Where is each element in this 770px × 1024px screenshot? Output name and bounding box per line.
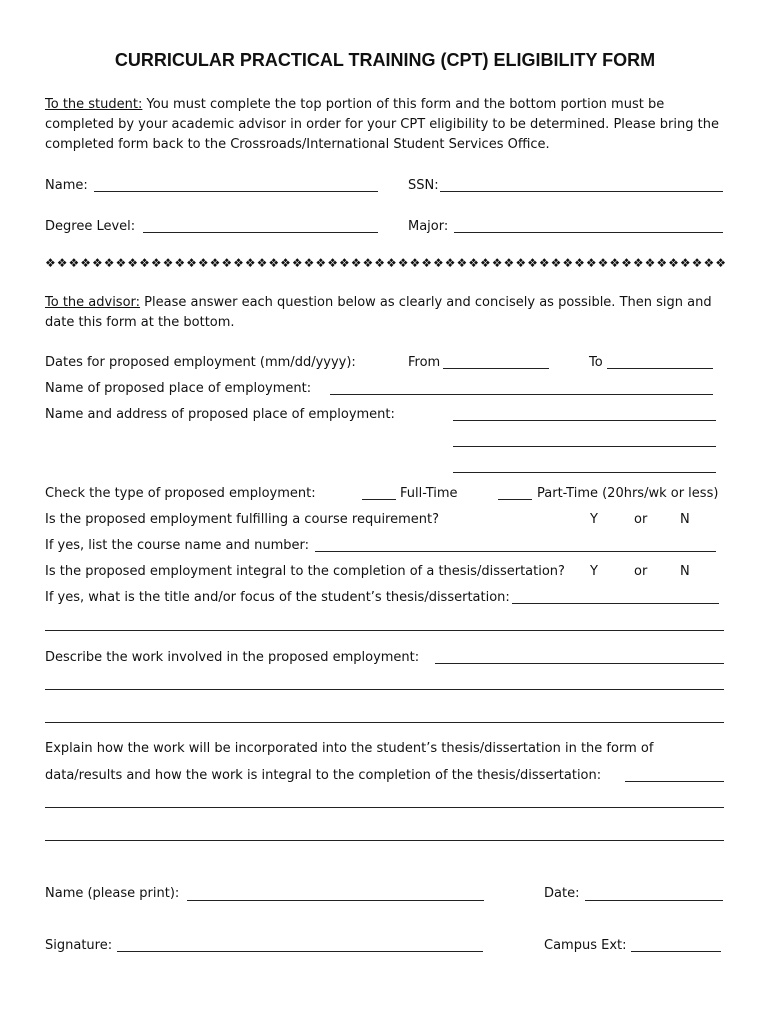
form-title: CURRICULAR PRACTICAL TRAINING (CPT) ELIGIBILITY FORM <box>114 50 656 70</box>
describe-work-label: Describe the work involved in the proposed employment: <box>45 650 420 665</box>
place-label: Name of proposed place of employment: <box>45 381 312 396</box>
name-label: Name: <box>45 178 88 193</box>
explain-label-line-1: Explain how the work will be incorporated into the student’s thesis/dissertation in the form of <box>45 741 654 756</box>
describe-work-field-3[interactable] <box>45 722 724 723</box>
to-date-field[interactable] <box>607 368 713 369</box>
address-field-2[interactable] <box>453 446 716 447</box>
thesis-title-field[interactable] <box>512 603 719 604</box>
student-instructions <box>45 95 725 155</box>
to-label: To <box>589 355 603 370</box>
print-name-field[interactable] <box>187 900 484 901</box>
ssn-field[interactable] <box>440 191 723 192</box>
print-name-label: Name (please print): <box>45 886 180 901</box>
fulltime-label: Full-Time <box>400 486 458 501</box>
course-name-field[interactable] <box>315 551 716 552</box>
explain-field[interactable] <box>625 781 724 782</box>
date-field[interactable] <box>585 900 723 901</box>
degree-level-label: Degree Level: <box>45 219 136 234</box>
name-field[interactable] <box>94 191 378 192</box>
course-req-yes-option[interactable]: Y <box>590 512 598 527</box>
parttime-label: Part-Time (20hrs/wk or less) <box>537 486 719 501</box>
campus-ext-label: Campus Ext: <box>544 938 627 953</box>
signature-label: Signature: <box>45 938 113 953</box>
major-label: Major: <box>408 219 449 234</box>
parttime-checkbox[interactable] <box>498 499 532 500</box>
thesis-yes-option[interactable]: Y <box>590 564 598 579</box>
thesis-title-label: If yes, what is the title and/or focus of the student’s thesis/dissertation: <box>45 590 510 605</box>
fulltime-checkbox[interactable] <box>362 499 396 500</box>
describe-work-field-2[interactable] <box>45 689 724 690</box>
advisor-heading: To the advisor: <box>45 295 141 310</box>
thesis-or: or <box>634 564 648 579</box>
course-req-or: or <box>634 512 648 527</box>
address-field-1[interactable] <box>453 420 716 421</box>
diamond-divider: ❖❖❖❖❖❖❖❖❖❖❖❖❖❖❖❖❖❖❖❖❖❖❖❖❖❖❖❖❖❖❖❖❖❖❖❖❖❖❖❖❖❖❖❖❖❖❖❖❖❖❖❖❖❖❖❖❖❖ <box>45 256 727 270</box>
dates-label: Dates for proposed employment (mm/dd/yyyy): <box>45 355 356 370</box>
date-label: Date: <box>544 886 580 901</box>
campus-ext-field[interactable] <box>631 951 721 952</box>
advisor-text: Please answer each question below as clearly and concisely as possible. Then sign and date this form at the bottom. <box>45 295 712 330</box>
thesis-no-option[interactable]: N <box>680 564 690 579</box>
thesis-title-field-2[interactable] <box>45 630 724 631</box>
explain-field-2[interactable] <box>45 807 724 808</box>
major-field[interactable] <box>454 232 723 233</box>
from-label: From <box>408 355 441 370</box>
ssn-label: SSN: <box>408 178 439 193</box>
address-field-3[interactable] <box>453 472 716 473</box>
student-text: You must complete the top portion of this form and the bottom portion must be completed by your academic advisor in order for your CPT eligibility to be determined. Please bring the completed form back to the Crossroads/International Student Services Office. <box>45 97 719 152</box>
explain-label-line-2: data/results and how the work is integral to the completion of the thesis/dissertation: <box>45 768 602 783</box>
degree-level-field[interactable] <box>143 232 378 233</box>
course-name-label: If yes, list the course name and number: <box>45 538 310 553</box>
signature-field[interactable] <box>117 951 483 952</box>
place-field[interactable] <box>330 394 713 395</box>
course-req-no-option[interactable]: N <box>680 512 690 527</box>
employment-type-label: Check the type of proposed employment: <box>45 486 316 501</box>
student-heading: To the student: <box>45 97 143 112</box>
course-requirement-label: Is the proposed employment fulfilling a course requirement? <box>45 512 440 527</box>
advisor-instructions <box>45 293 725 333</box>
thesis-integral-label: Is the proposed employment integral to the completion of a thesis/dissertation? <box>45 564 565 579</box>
address-label: Name and address of proposed place of employment: <box>45 407 395 422</box>
explain-field-3[interactable] <box>45 840 724 841</box>
from-date-field[interactable] <box>443 368 549 369</box>
describe-work-field[interactable] <box>435 663 724 664</box>
